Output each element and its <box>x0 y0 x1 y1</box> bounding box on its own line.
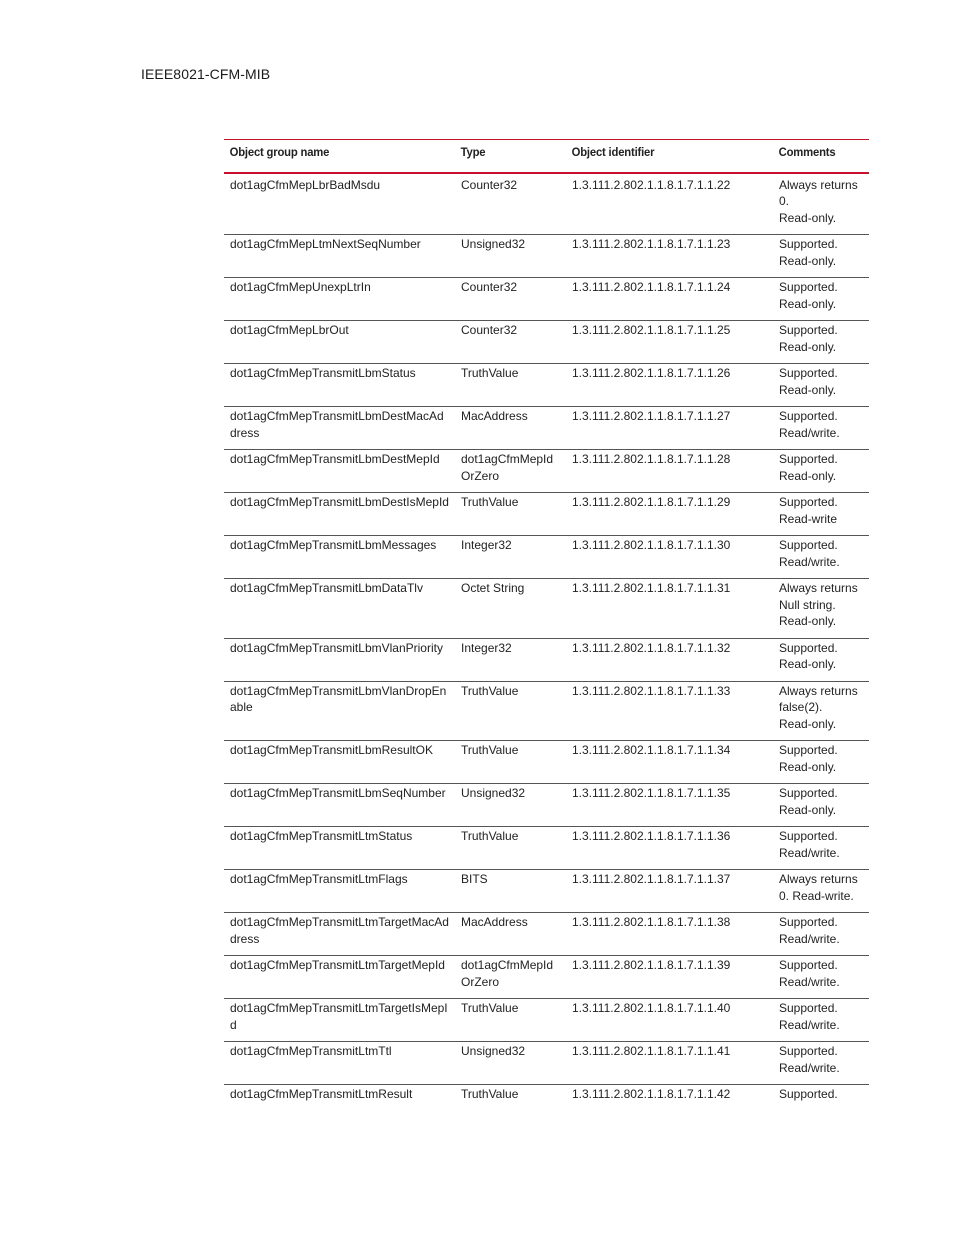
comments-cell <box>773 1042 869 1085</box>
object-identifier-cell: 1.3.111.2.802.1.1.8.1.7.1.1.37 <box>566 870 773 913</box>
object-group-name-cell: dot1agCfmMepTransmitLtmTargetMepId <box>224 956 455 999</box>
comment-line: Read/write. <box>779 931 840 946</box>
comments-cell <box>773 407 869 450</box>
comment-line: Read-only. <box>779 759 837 774</box>
object-group-name-cell: dot1agCfmMepTransmitLbmDestIsMepId <box>224 493 455 536</box>
table-row <box>224 681 869 741</box>
comment-line: Supported. <box>779 452 838 466</box>
comments-cell <box>773 536 869 579</box>
object-group-name-cell: dot1agCfmMepTransmitLbmVlanPriority <box>224 638 455 681</box>
object-identifier-cell: 1.3.111.2.802.1.1.8.1.7.1.1.40 <box>566 999 773 1042</box>
comments-cell <box>773 784 869 827</box>
type-cell: TruthValue <box>455 493 566 536</box>
comment-line: Supported. <box>779 786 838 800</box>
object-group-name-cell: dot1agCfmMepLbrBadMsdu <box>224 173 455 235</box>
comments-cell <box>773 956 869 999</box>
type-cell: Integer32 <box>455 536 566 579</box>
object-identifier-cell: 1.3.111.2.802.1.1.8.1.7.1.1.27 <box>566 407 773 450</box>
object-group-name-cell: dot1agCfmMepTransmitLbmMessages <box>224 536 455 579</box>
table-row <box>224 235 869 278</box>
object-group-name-cell: dot1agCfmMepTransmitLtmStatus <box>224 827 455 870</box>
comment-line: Read-only. <box>779 382 837 397</box>
comment-line: Supported. <box>779 743 838 757</box>
column-header-type <box>455 140 559 173</box>
object-identifier-cell: 1.3.111.2.802.1.1.8.1.7.1.1.38 <box>566 913 773 956</box>
comments-cell <box>773 235 869 278</box>
comment-line: Read/write. <box>779 974 840 989</box>
running-header: IEEE8021-CFM-MIB <box>141 66 271 82</box>
comment-line: Read-only. <box>779 296 837 311</box>
comment-line: Always returns 0. Read-write. <box>779 872 858 903</box>
object-identifier-cell: 1.3.111.2.802.1.1.8.1.7.1.1.30 <box>566 536 773 579</box>
object-group-name-cell: dot1agCfmMepTransmitLbmDataTlv <box>224 579 455 639</box>
comments-cell <box>773 638 869 681</box>
comment-line: Supported. <box>779 915 838 929</box>
type-cell: TruthValue <box>461 1087 519 1101</box>
table-row <box>224 827 869 870</box>
comment-line: Supported. <box>779 958 838 972</box>
object-group-name-cell: dot1agCfmMepTransmitLbmDestMepId <box>224 450 455 493</box>
type-cell: BITS <box>455 870 566 913</box>
comment-line: Read-only. <box>779 802 837 817</box>
type-cell: TruthValue <box>455 827 566 870</box>
object-group-name-cell: dot1agCfmMepTransmitLtmResult <box>230 1087 413 1101</box>
table-row <box>224 364 869 407</box>
table-body <box>224 173 869 1127</box>
object-group-name-cell: dot1agCfmMepTransmitLbmStatus <box>224 364 455 407</box>
column-header-object-identifier <box>566 140 761 173</box>
comment-line: Read-only. <box>779 657 837 671</box>
comments-cell <box>773 321 869 364</box>
table-row <box>224 913 869 956</box>
object-identifier-cell: 1.3.111.2.802.1.1.8.1.7.1.1.35 <box>566 784 773 827</box>
table-row <box>224 407 869 450</box>
table-row <box>224 999 869 1042</box>
object-group-name-cell: dot1agCfmMepTransmitLtmFlags <box>224 870 455 913</box>
column-header-object-group-name <box>224 140 441 173</box>
comments-cell <box>773 1085 869 1127</box>
comment-line: Read-only. <box>779 339 837 354</box>
type-cell: Octet String <box>455 579 566 639</box>
comment-line: Read/write. <box>779 1060 840 1075</box>
table-row <box>224 741 869 784</box>
type-cell: TruthValue <box>455 364 566 407</box>
type-cell: TruthValue <box>455 681 566 741</box>
object-identifier-cell: 1.3.111.2.802.1.1.8.1.7.1.1.31 <box>566 579 773 639</box>
type-cell: Unsigned32 <box>455 784 566 827</box>
object-identifier-cell: 1.3.111.2.802.1.1.8.1.7.1.1.26 <box>566 364 773 407</box>
comments-cell <box>773 999 869 1042</box>
comment-line: Supported. <box>779 366 838 380</box>
table-row <box>224 450 869 493</box>
object-identifier-cell: 1.3.111.2.802.1.1.8.1.7.1.1.23 <box>566 235 773 278</box>
comment-line: Read-only. <box>779 716 837 731</box>
object-identifier-cell: 1.3.111.2.802.1.1.8.1.7.1.1.25 <box>566 321 773 364</box>
object-identifier-cell: 1.3.111.2.802.1.1.8.1.7.1.1.28 <box>566 450 773 493</box>
column-header-label: Object identifier <box>571 145 655 159</box>
comments-cell <box>773 827 869 870</box>
type-cell: MacAddress <box>455 407 566 450</box>
table-row <box>224 493 869 536</box>
table-row <box>224 579 869 639</box>
comment-line: Supported. <box>779 409 838 423</box>
object-group-name-cell: dot1agCfmMepUnexpLtrIn <box>224 278 455 321</box>
object-group-name-cell: dot1agCfmMepTransmitLbmResultOK <box>224 741 455 784</box>
object-group-name-cell: dot1agCfmMepLbrOut <box>224 321 455 364</box>
comment-line: Always returns Null string. <box>779 581 858 612</box>
comment-line: Always returns false(2). <box>779 683 858 714</box>
comments-cell <box>773 579 869 639</box>
object-group-name-cell: dot1agCfmMepLtmNextSeqNumber <box>224 235 455 278</box>
comment-line: Supported. <box>779 640 838 655</box>
comment-line: Read-only. <box>779 468 837 483</box>
comment-line: Supported. <box>779 538 838 552</box>
column-header-label: Type <box>460 145 486 159</box>
object-group-name-cell: dot1agCfmMepTransmitLbmSeqNumber <box>224 784 455 827</box>
comments-cell <box>773 870 869 913</box>
comment-line: Read/write. <box>779 425 840 440</box>
type-cell: TruthValue <box>455 741 566 784</box>
object-identifier-cell: 1.3.111.2.802.1.1.8.1.7.1.1.32 <box>566 638 773 681</box>
comment-line: Read-only. <box>779 614 837 628</box>
table-row <box>224 278 869 321</box>
type-cell: Counter32 <box>455 321 566 364</box>
object-identifier-cell: 1.3.111.2.802.1.1.8.1.7.1.1.33 <box>566 681 773 741</box>
table-header-row <box>224 140 869 173</box>
type-cell: Unsigned32 <box>455 1042 566 1085</box>
type-cell: TruthValue <box>455 999 566 1042</box>
type-cell: dot1agCfmMepIdOrZero <box>455 956 566 999</box>
comment-line: Supported. <box>779 495 838 509</box>
table-header <box>224 140 869 173</box>
table-row <box>224 1085 869 1127</box>
table-row <box>224 536 869 579</box>
table-row <box>224 173 869 235</box>
type-cell: MacAddress <box>455 913 566 956</box>
comments-cell <box>773 913 869 956</box>
comments-cell <box>773 364 869 407</box>
object-identifier-cell: 1.3.111.2.802.1.1.8.1.7.1.1.34 <box>566 741 773 784</box>
object-identifier-cell: 1.3.111.2.802.1.1.8.1.7.1.1.41 <box>566 1042 773 1085</box>
type-cell: Counter32 <box>455 173 566 235</box>
comments-cell <box>773 493 869 536</box>
comment-line: Supported. <box>779 1087 838 1101</box>
column-header-label: Comments <box>778 145 836 159</box>
table-row <box>224 956 869 999</box>
table-row <box>224 784 869 827</box>
comments-cell <box>773 173 869 235</box>
object-identifier-cell: 1.3.111.2.802.1.1.8.1.7.1.1.24 <box>566 278 773 321</box>
object-identifier-cell: 1.3.111.2.802.1.1.8.1.7.1.1.29 <box>566 493 773 536</box>
comment-line: Read/write. <box>779 1017 840 1032</box>
comment-line: Read-write <box>779 511 838 526</box>
comment-line: Supported. <box>779 1001 838 1015</box>
column-header-label: Object group name <box>229 145 330 159</box>
comment-line: Read/write. <box>779 845 840 860</box>
comments-cell <box>773 741 869 784</box>
object-identifier-cell: 1.3.111.2.802.1.1.8.1.7.1.1.36 <box>566 827 773 870</box>
mib-object-table <box>224 139 869 1126</box>
comment-line: Always returns 0. <box>779 177 858 208</box>
table-row <box>224 870 869 913</box>
comment-line: Supported. <box>779 323 838 337</box>
object-group-name-cell: dot1agCfmMepTransmitLbmVlanDropEnable <box>224 681 455 741</box>
type-cell: dot1agCfmMepIdOrZero <box>455 450 566 493</box>
comments-cell <box>773 681 869 741</box>
comments-cell <box>773 450 869 493</box>
comment-line: Read-only. <box>779 210 837 225</box>
object-group-name-cell: dot1agCfmMepTransmitLtmTargetMacAddress <box>224 913 455 956</box>
type-cell: Counter32 <box>455 278 566 321</box>
table-row <box>224 321 869 364</box>
object-identifier-cell: 1.3.111.2.802.1.1.8.1.7.1.1.42 <box>572 1087 731 1101</box>
comment-line: Read/write. <box>779 554 840 569</box>
object-identifier-cell: 1.3.111.2.802.1.1.8.1.7.1.1.22 <box>566 173 773 235</box>
comment-line: Read-only. <box>779 253 837 268</box>
object-group-name-cell: dot1agCfmMepTransmitLtmTtl <box>224 1042 455 1085</box>
object-group-name-cell: dot1agCfmMepTransmitLtmTargetIsMepId <box>224 999 455 1042</box>
object-group-name-cell: dot1agCfmMepTransmitLbmDestMacAddress <box>224 407 455 450</box>
type-cell: Unsigned32 <box>455 235 566 278</box>
comment-line: Supported. <box>779 1044 838 1058</box>
comment-line: Supported. <box>779 829 838 843</box>
table-row <box>224 1042 869 1085</box>
object-identifier-cell: 1.3.111.2.802.1.1.8.1.7.1.1.39 <box>566 956 773 999</box>
comments-cell <box>773 278 869 321</box>
type-cell: Integer32 <box>455 638 566 681</box>
comment-line: Supported. <box>779 237 838 251</box>
table-row <box>224 638 869 681</box>
comment-line: Supported. <box>779 280 838 294</box>
column-header-comments <box>773 140 863 173</box>
